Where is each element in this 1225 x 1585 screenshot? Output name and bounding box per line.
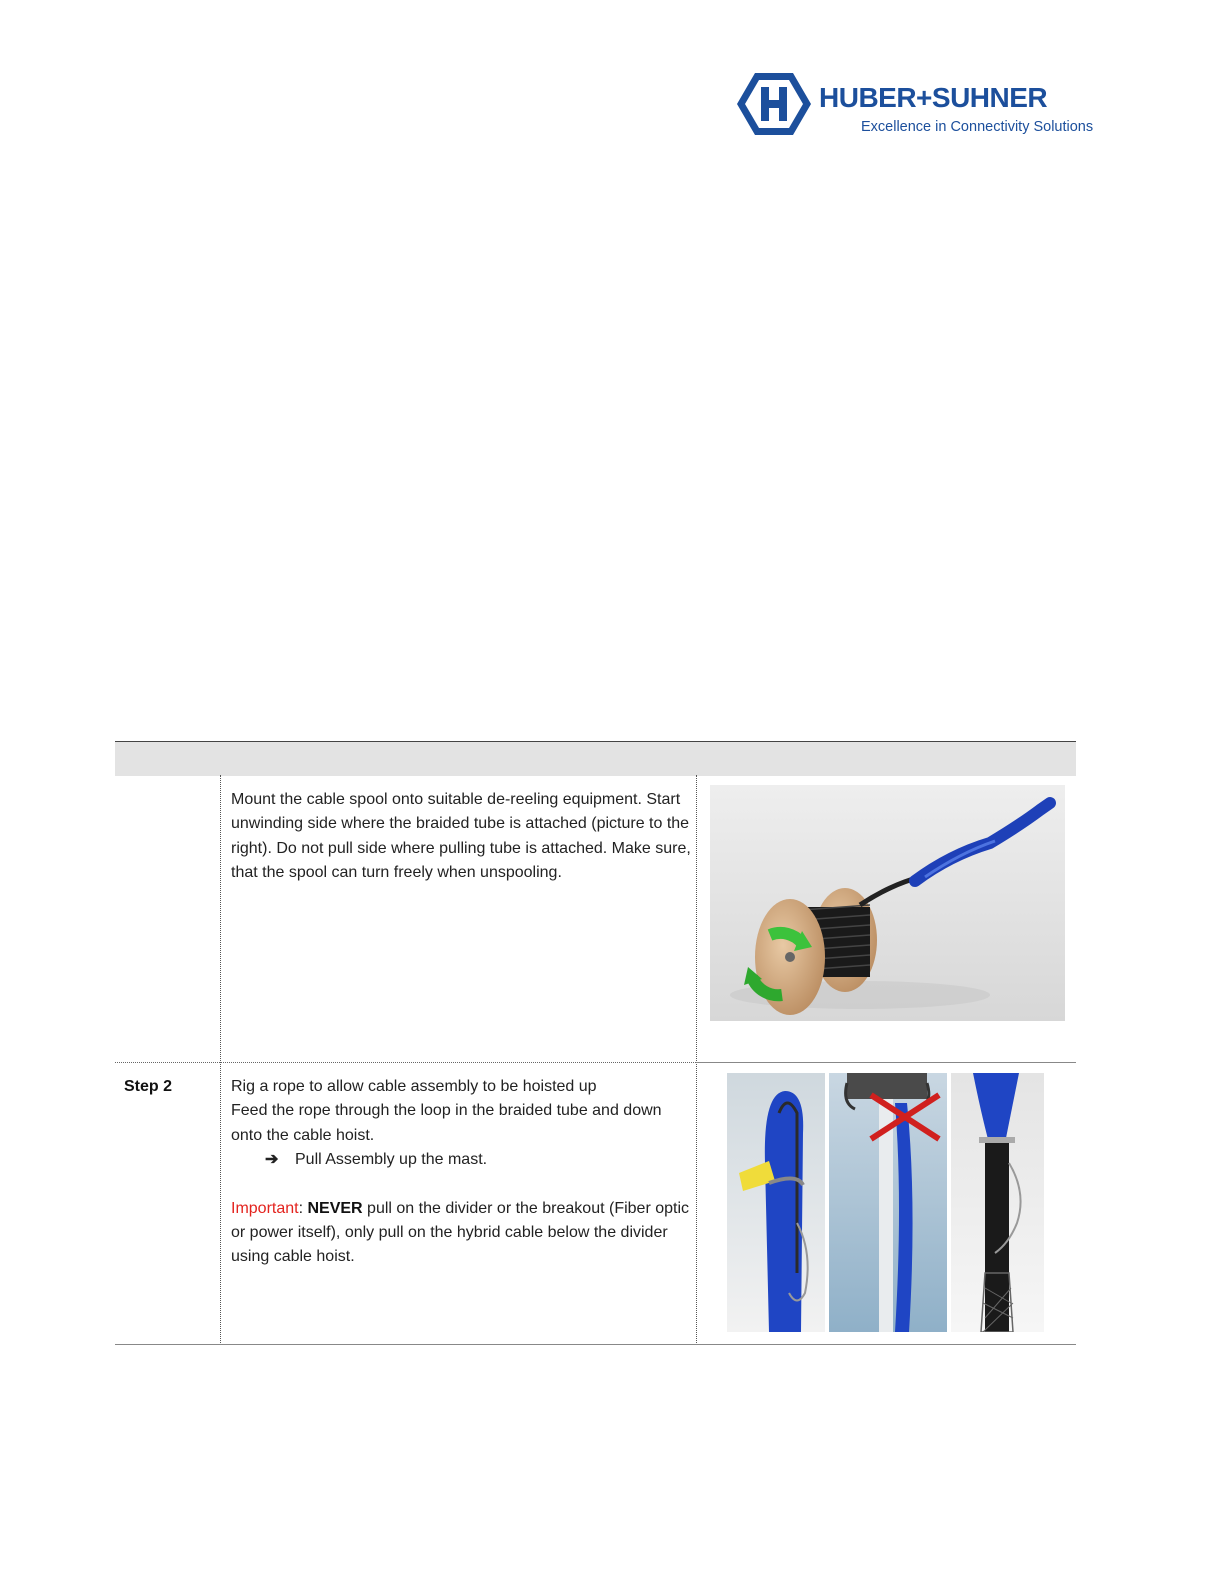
step-2-instructions [231, 1075, 691, 1270]
brand-name: HUBER+SUHNER [819, 82, 1048, 113]
step-2-line-2: Feed the rope through the loop in the braided tube and down onto the cable hoist. [231, 1102, 662, 1144]
table-bottom-border [115, 1344, 1076, 1345]
column-divider [220, 775, 221, 1345]
cable-hoisting-photos [727, 1073, 1044, 1332]
never-emphasis: NEVER [307, 1199, 363, 1217]
step-1-text: Mount the cable spool onto suitable de-reeling equipment. Start unwinding side where the braided tube is attached (picture to the right). Do not pull side where pulling tube is attached. Make sure, that the spool can turn freely when unspooling. [231, 791, 691, 882]
step-2-line-1: Rig a rope to allow cable assembly to be hoisted up [231, 1078, 597, 1095]
table-header-row [115, 741, 1076, 776]
step-1-instructions [231, 788, 691, 886]
row-divider [696, 1062, 1076, 1063]
arrow-right-icon: ➔ [265, 1151, 279, 1169]
row-divider [115, 1062, 696, 1063]
step-2-arrow-item [231, 1148, 691, 1172]
step-2-label: Step 2 [124, 1078, 173, 1095]
important-colon: : [298, 1199, 308, 1217]
column-divider [696, 775, 697, 1345]
important-text: pull on the divider or the breakout (Fiber optic or power itself), only pull on the hybrid cable below the divider using cable hoist. [231, 1199, 690, 1266]
step-2-arrow-text: Pull Assembly up the mast. [295, 1151, 488, 1169]
hs-logo-icon [736, 72, 812, 136]
step-2-important-note [231, 1197, 691, 1270]
brand-tagline: Excellence in Connectivity Solutions [861, 119, 1094, 135]
important-label: Important [231, 1199, 299, 1217]
company-logo [736, 70, 1094, 140]
cable-spool-illustration [710, 785, 1065, 1021]
